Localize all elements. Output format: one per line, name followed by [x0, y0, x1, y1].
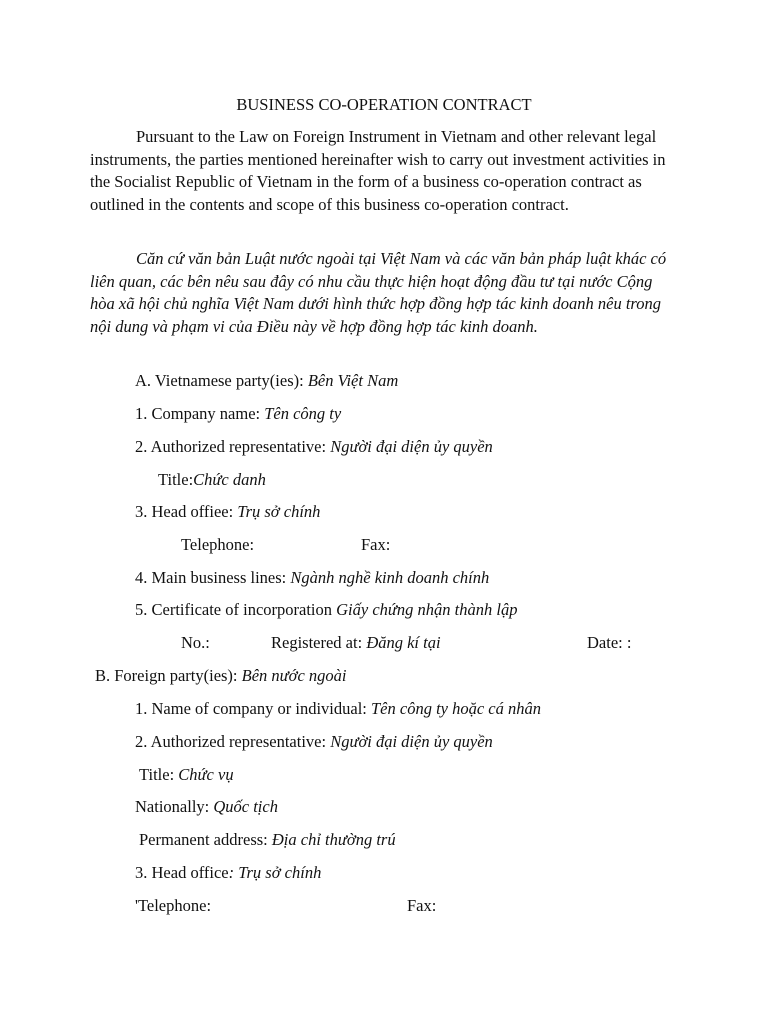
party-a-business-translation: Ngành nghề kinh doanh chính	[290, 568, 490, 587]
party-a-heading-translation: Bên Việt Nam	[307, 371, 399, 390]
party-b-telephone: 'Telephone:	[135, 896, 212, 915]
party-a-telephone: Telephone:	[181, 535, 255, 554]
party-b-name-label: 1. Name of company or individual:	[135, 699, 371, 718]
party-b-name-translation: Tên công ty hoặc cá nhân	[371, 699, 542, 718]
party-a-title-translation: Chức danh	[193, 470, 266, 489]
party-a-registered-label: Registered at:	[271, 633, 367, 652]
party-a-registered-translation: Đăng kí tại	[366, 633, 441, 652]
party-a-business-lines	[135, 568, 489, 588]
party-a-company-label: 1. Company name:	[135, 404, 265, 423]
party-b-address-translation: Địa chỉ thường trú	[271, 830, 396, 849]
party-b-nationality-label: Nationally:	[135, 797, 214, 816]
party-a-cert-translation: Giấy chứng nhận thành lập	[336, 600, 518, 619]
party-b-heading	[95, 666, 347, 686]
party-a-representative	[135, 437, 493, 457]
party-a-rep-translation: Người đại diện ủy quyền	[330, 437, 493, 456]
party-b-office-label: 3. Head office	[135, 863, 229, 882]
party-a-office-label: 3. Head offiee:	[135, 502, 238, 521]
intro-paragraph-vi: Căn cứ văn bản Luật nước ngoài tại Việt Nam và các văn bản pháp luật khác có liên quan, các bên nêu sau đây có nhu cầu thực hiện hoạt động đầu tư tại nước Cộng hòa xã hội chủ nghĩa Việt Nam dưới hình thức hợp đồng hợp tác kinh doanh nêu trong nội dung và phạm vi của Điều này về hợp đồng hợp tác kinh doanh.	[90, 249, 667, 336]
party-b-heading-translation: Bên nước ngoài	[241, 666, 347, 685]
party-a-office-translation: Trụ sở chính	[237, 502, 321, 521]
party-b-title-translation: Chức vụ	[178, 765, 234, 784]
party-b-nationality	[135, 797, 278, 817]
document-title: BUSINESS CO-OPERATION CONTRACT	[236, 95, 532, 114]
party-b-office-translation: : Trụ sở chính	[228, 863, 322, 882]
party-b-rep-translation: Người đại diện ủy quyền	[330, 732, 493, 751]
party-b-head-office	[135, 863, 321, 883]
party-b-permanent-address	[139, 830, 396, 850]
party-b-fax: Fax:	[407, 896, 437, 915]
party-b-title	[139, 765, 234, 785]
party-a-cert-label: 5. Certificate of incorporation	[135, 600, 337, 619]
party-a-date: Date: :	[587, 633, 632, 652]
party-b-rep-label: 2. Authorized representative:	[135, 732, 331, 751]
party-a-title-label: Title:	[158, 470, 194, 489]
party-a-registered-at	[271, 633, 441, 653]
party-a-heading-label: A. Vietnamese party(ies):	[135, 371, 308, 390]
party-a-certificate	[135, 600, 517, 620]
party-b-representative	[135, 732, 493, 752]
party-a-head-office	[135, 502, 320, 522]
party-a-title	[158, 470, 266, 490]
party-b-address-label: Permanent address:	[139, 830, 272, 849]
party-a-business-label: 4. Main business lines:	[135, 568, 291, 587]
party-a-company-name	[135, 404, 341, 424]
party-a-cert-number: No.:	[181, 633, 210, 652]
party-a-company-translation: Tên công ty	[264, 404, 342, 423]
party-b-company-name	[135, 699, 541, 719]
party-a-rep-label: 2. Authorized representative:	[135, 437, 331, 456]
party-a-heading	[135, 371, 398, 391]
party-b-nationality-translation: Quốc tịch	[213, 797, 278, 816]
party-b-title-label: Title:	[139, 765, 179, 784]
party-b-heading-label: B. Foreign party(ies):	[95, 666, 242, 685]
intro-paragraph-en: Pursuant to the Law on Foreign Instrument in Vietnam and other relevant legal instruments, the parties mentioned hereinafter wish to carry out investment activities in the Socialist Republic of Vietnam in the form of a business co-operation contract as outlined in the contents and scope of this business co-operation contract.	[90, 127, 666, 214]
party-a-fax: Fax:	[361, 535, 391, 554]
